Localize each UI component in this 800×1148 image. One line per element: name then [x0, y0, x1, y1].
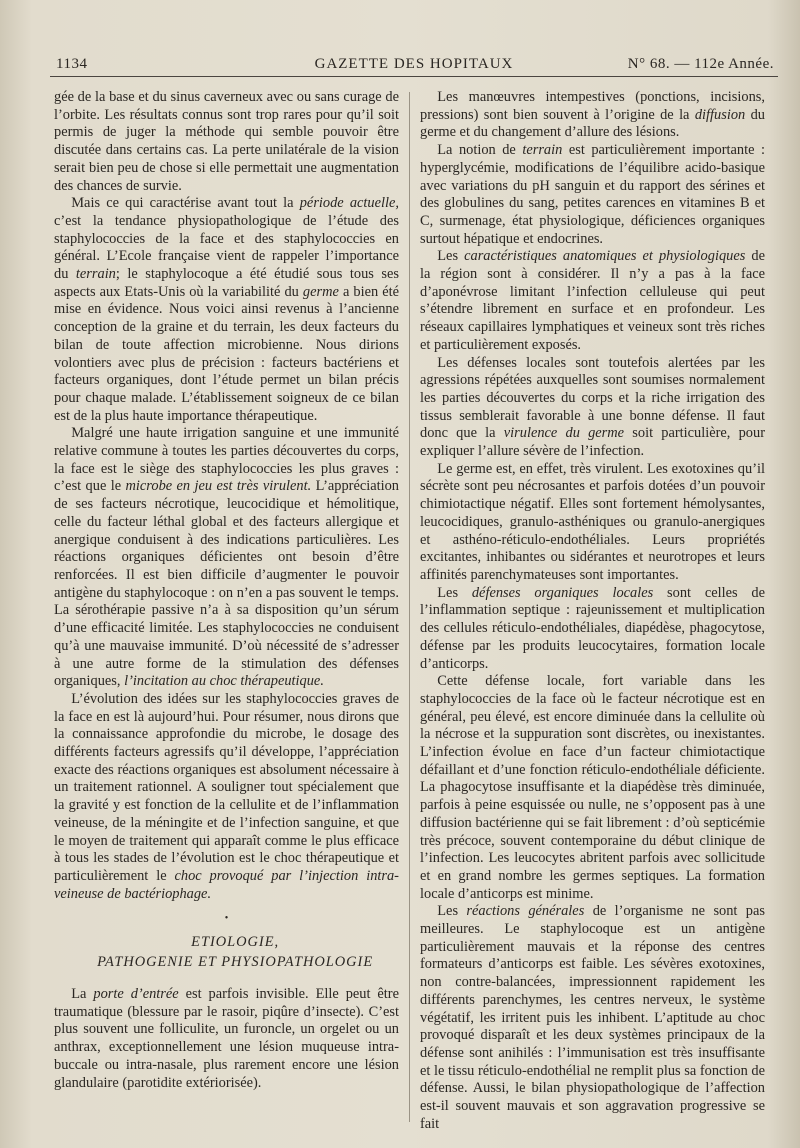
column-rule [409, 92, 410, 1122]
left-column [54, 89, 399, 1092]
section-heading: ETIOLOGIE, [191, 934, 280, 951]
paragraph: Les défenses locales sont toutefois alertées par les agressions répétées auxquelles sont soumises normalement les parties découvertes du corps et la riche irrigation des tissus semblerait favorable à une bonne défense. Il faut donc que la virulence du germe soit particulière, pour expliquer l’allure sévère de l’infection. [420, 354, 765, 460]
right-column [420, 89, 765, 1133]
paragraph: Les réactions générales de l’organisme ne sont pas meilleures. Le staphylocoque est un antigène particulièrement mauvais et la réponse des centres formateurs d’anticorps est faible. Les sévères exotoxines, non contre-balancées, impressionnent rapidement les différents parenchymes, les centres nerveux, le système végétatif, les irritent puis les inhibent. L’aptitude au choc provoqué disparaît et les deux systèmes principaux de la défense sont anihilés : l’immunisation est très insuffisante et le tissu réticulo-endothélial ne remplit plus sa fonction de défense. Aussi, le bilan physiopathologique de l’affection est-il souvent mauvais et son aggravation progressive se fait [420, 903, 765, 1132]
paragraph: Les caractéristiques anatomiques et physiologiques de la région sont à considérer. Il n’y a pas à la face d’aponévrose limitant l’infection celluleuse qui peut s’étendre librement en surface et en profondeur. Les réseaux capillaires lymphatiques et veineux sont très riches et particulièrement exposés. [420, 248, 765, 353]
paragraph: Les manœuvres intempestives (ponctions, incisions, pressions) sont bien souvent à l’origine de la diffusion du germe et du changement d’allure des lésions. [420, 89, 765, 141]
paragraph: La notion de terrain est particulièrement importante : hyperglycémie, modifications de l’équilibre acido-basique avec variations du pH sanguin et du rapport des sérines et des globulines du sang, petites carences en vitamines B et C, surmenage, état physiologique, déficiences organiques surtout hépatique et endocrines. [420, 142, 765, 247]
journal-title: GAZETTE DES HOPITAUX [314, 56, 514, 72]
issue-info: N° 68. — 112e Année. [627, 56, 774, 72]
paragraph: Cette défense locale, fort variable dans les staphylococcies de la face où le facteur nécrotique est en général, peu élevé, est encore diminuée dans la cellulite où la nécrose et la suppuration sont discrètes, ou inexistantes. L’infection évolue en face d’un facteur chimiotactique défaillant et d’une fonction réticulo-endothéliale déficiente. La phagocytose insuffisante et la diapédèse très diminuée, parfois à peine esquissée ou nulle, ne s’opposent pas à une diffusion bactérienne qui se fait librement : d’où septicémie très précoce, souvent contemporaine du début clinique de l’infection. Les leucocytes abritent parfois avec sollicitude et en grand nombre les germes septiques. La formation locale d’anticorps est minime. [420, 673, 765, 902]
paragraph: L’évolution des idées sur les staphylococcies graves de la face en est là aujourd’hui. Pour résumer, nous dirons que la connaissance approfondie du microbe, le dosage des différents facteurs agressifs qu’il développe, l’appréciation exacte des réactions organiques est absolument nécessaire à un traitement rationnel. A souligner tout spécialement que la gravité y est fonction de la cellulite et de l’inflammation veineuse, de la méningite et de l’infection sanguine, et que le moyen de traitement qui apparaît comme le plus efficace à tous les stades de l’évolution est le choc thérapeutique et particulièrement le choc provoqué par l’injection intra-veineuse de bactériophage. [54, 690, 399, 902]
paragraph: La porte d’entrée est parfois invisible. Elle peut être traumatique (blessure par le rasoir, piqûre d’insecte). C’est plus souvent une folliculite, un furoncle, un orgelet ou un anthrax, exceptionnellement une lésion muqueuse intra-buccale ou intra-nasale, plus rarement encore une lésion glandulaire (parotidite extériorisée). [54, 986, 399, 1091]
paragraph: Le germe est, en effet, très virulent. Les exotoxines qu’il sécrète sont peu nécrosantes et parfois dotées d’un pouvoir chimiotactique négatif. Elles sont fortement hémolysantes, leucocidiques, granulo-asthéniques ou granulo-anergiques et asthéno-réticulo-endothéliales. Leurs propriétés excitantes, inhibantes ou sidérantes et neurotropes et leurs affinités parenchymateuses sont importantes. [420, 460, 765, 583]
running-header [50, 52, 778, 77]
section-heading: PATHOGENIE ET PHYSIOPATHOLOGIE [97, 954, 374, 971]
paragraph: Les défenses organiques locales sont celles de l’inflammation septique : rajeunissement et multiplication des cellules réticulo-endothéliales, diapédèse, phagocytose, défense par les produits leucocytaires, formation locale d’anticorps. [420, 584, 765, 672]
paragraph: gée de la base et du sinus caverneux avec ou sans curage de l’orbite. Les résultats connus sont trop rares pour qu’il soit permis de juger la méthode qui semble pouvoir être discutée dans certains cas. La perte unilatérale de la vision serait bien peu de chose si elle permettait une augmentation des chances de survie. [54, 89, 399, 194]
section-ornament: • [224, 913, 229, 925]
paragraph: Malgré une haute irrigation sanguine et une immunité relative commune à toutes les parties découvertes du corps, la face est le siège des staphylococcies les plus graves : c’est que le microbe en jeu est très virulent. L’appréciation de ses facteurs nécrotique, leucocidique et hémolitique, celle du facteur léthal global et des facteurs allergique et anergique conduisent à des indications particulières. Les réactions organiques déficientes ont besoin d’être renforcées. Il est bien difficile d’augmenter le pouvoir antigène du staphylocoque : on n’en a pas souvent le temps. La sérothérapie passive n’a à sa disposition qu’un sérum d’une efficacité limitée. Les staphylococcies ne conduisent qu’à une mauvaise immunité. D’où nécessité de s’adresser à une autre forme de la stimulation des défenses organiques, l’incitation au choc thérapeutique. [54, 425, 400, 690]
paragraph: Mais ce qui caractérise avant tout la période actuelle, c’est la tendance physiopathologique de l’étude des staphylococcies de la face et des staphylococcies en général. L’Ecole française vient de rappeler l’importance du terrain; le staphylocoque a été étudié sous tous ses aspects aux Etats-Unis où la variabilité du germe a bien été mise en évidence. Nous voici ainsi revenus à l’ancienne conception de la graine et du terrain, les deux facteurs du bilan de toute affection microbienne. Nous dirions volontiers avec plus de précision : facteurs bactériens et facteurs organiques, dont l’étude permet un bilan précis pour chaque malade. L’établissement soigneux de ce bilan est de la plus haute importance thérapeutique. [54, 195, 399, 424]
page-number: 1134 [56, 56, 88, 72]
